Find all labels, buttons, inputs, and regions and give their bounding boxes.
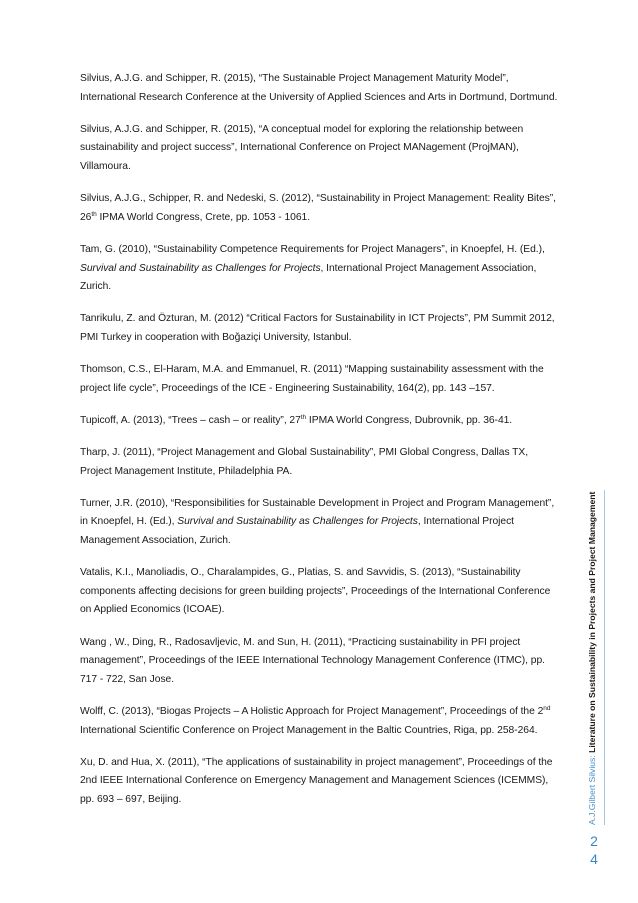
reference-entry: Silvius, A.J.G. and Schipper, R. (2015), “A conceptual model for exploring the relationship between sustainability and project success”, International Conference on Project MANagement (ProjMAN), Villamoura. — [80, 123, 524, 172]
reference-entry: Tupicoff, A. (2013), “Trees – cash – or reality”, 27th IPMA World Congress, Dubrovnik, pp. 36-41. — [80, 413, 513, 426]
reference-entry: Vatalis, K.I., Manoliadis, O., Charalampides, G., Platias, S. and Savvidis, S. (2013), “Sustainability components affecting decisions for green building projects”, Proceedings of the International Conference on Applied Economics (ICOAE). — [80, 567, 551, 616]
reference-entry: Tharp, J. (2011), “Project Management and Global Sustainability”, PMI Global Congress, Dallas TX, Project Management Institute, Philadelphia PA. — [80, 447, 529, 477]
header-author: A.J.Gilbert Silvius: — [587, 755, 597, 825]
page-number-digit: 2 — [590, 833, 598, 849]
reference-entry: Thomson, C.S., El-Haram, M.A. and Emmanuel, R. (2011) “Mapping sustainability assessment with the project life cycle”, Proceedings of the ICE - Engineering Sustainability, 164(2), pp. 143 –157. — [80, 364, 544, 394]
reference-entry: Tanrikulu, Z. and Özturan, M. (2012) “Critical Factors for Sustainability in ICT Projects”, PM Summit 2012, PMI Turkey in cooperation with Boğaziçi University, Istanbul. — [80, 313, 555, 343]
reference-entry: Wang , W., Ding, R., Radosavljevic, M. and Sun, H. (2011), “Practicing sustainability in PFI project management”, Proceedings of the IEEE International Technology Management Conference (ITMC), pp. 717 - 722, San Jose. — [80, 636, 545, 685]
header-divider — [604, 490, 605, 825]
reference-list — [80, 70, 558, 823]
page-number-digit: 4 — [590, 851, 598, 867]
reference-entry: Turner, J.R. (2010), “Responsibilities for Sustainable Development in Project and Program Management”, in Knoepfel, H. (Ed.), Survival and Sustainability as Challenges for Projects, International Project Management Association, Zurich. — [80, 497, 555, 547]
running-header-vertical — [581, 490, 603, 825]
reference-entry: Silvius, A.J.G. and Schipper, R. (2015), “The Sustainable Project Management Maturity Model”, International Research Conference at the University of Applied Sciences and Arts in Dortmund, Dortmund. — [80, 73, 558, 103]
reference-entry: Wolff, C. (2013), “Biogas Projects – A Holistic Approach for Project Management”, Proceedings of the 2nd International Scientific Conference on Project Management in the Baltic Countries, Riga, pp. 258-264. — [80, 704, 551, 736]
reference-entry: Tam, G. (2010), “Sustainability Competence Requirements for Project Managers”, in Knoepfel, H. (Ed.), Survival and Sustainability as Challenges for Projects, International Project Management Association, Zurich. — [80, 243, 545, 293]
header-title: Literature on Sustainability in Projects and Project Management — [587, 491, 597, 753]
page-number — [586, 832, 602, 868]
reference-entry: Xu, D. and Hua, X. (2011), “The applications of sustainability in project management”, Proceedings of the 2nd IEEE International Conference on Emergency Management and Management Sciences (ICEMMS), pp. 693 – 697, Beijing. — [80, 756, 553, 805]
reference-entry: Silvius, A.J.G., Schipper, R. and Nedeski, S. (2012), “Sustainability in Project Management: Reality Bites”, 26th IPMA World Congress, Crete, pp. 1053 - 1061. — [80, 193, 556, 223]
